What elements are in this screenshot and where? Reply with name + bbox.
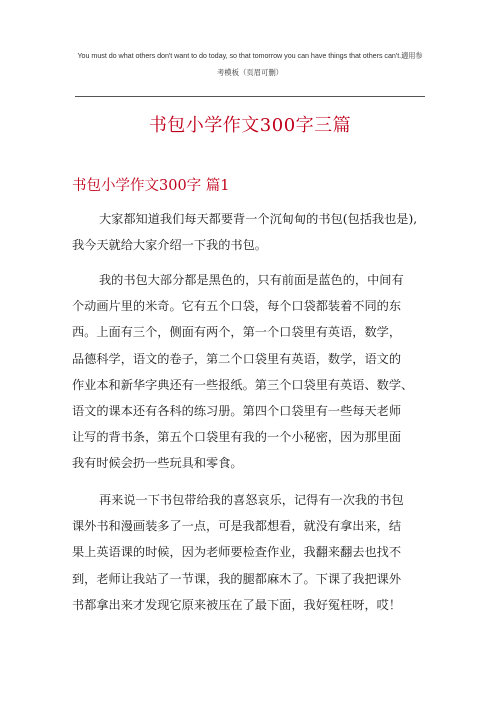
paragraph-story [72, 487, 434, 618]
paragraph-intro [72, 206, 434, 258]
paragraph-line: 大家都知道我们每天都要背一个沉甸甸的书包(包括我也是), [99, 212, 418, 226]
paragraph-line: 让写的背书条，第五个口袋里有我的一个小秘密，因为那里面 [72, 430, 402, 445]
header-note: 考模板（页眉可删） [216, 68, 284, 77]
paragraph-description [72, 267, 434, 477]
paragraph-line: 我有时候会扔一些玩具和零食。 [72, 456, 243, 471]
header-motto: You must do what others don't want to do today, so that tomorrow you can have things that others can't.適用参 [77, 51, 423, 60]
paragraph-line: 西。上面有三个，侧面有两个，第一个口袋里有英语，数学， [72, 325, 402, 340]
paragraph-line: 到，老师让我站了一节课，我的腿都麻木了。下课了我把课外 [72, 571, 402, 586]
paragraph-line: 我的书包大部分都是黑色的，只有前面是蓝色的，中间有 [99, 273, 404, 287]
paragraph-line: 我今天就给大家介绍一下我的书包。 [72, 238, 267, 253]
paragraph-line: 个动画片里的米奇。它有五个口袋，每个口袋都装着不同的东 [72, 299, 402, 314]
paragraph-line: 书都拿出来才发现它原来被压在了最下面，我好冤枉呀，哎！ [72, 597, 402, 612]
section-heading: 书包小学作文300字 篇1 [72, 178, 230, 194]
header-divider [75, 96, 425, 97]
paragraph-line: 语文的课本还有各科的练习册。第四个口袋里有一些每天老师 [72, 404, 402, 419]
paragraph-line: 作业本和新华字典还有一些报纸。第三个口袋里有英语、数学、 [72, 377, 414, 392]
document-title: 书包小学作文300字三篇 [148, 115, 352, 136]
page-header [60, 50, 440, 78]
paragraph-line: 果上英语课的时候，因为老师要检查作业，我翻来翻去也找不 [72, 545, 402, 560]
paragraph-line: 品德科学，语文的卷子，第二个口袋里有英语，数学，语文的 [72, 351, 402, 366]
paragraph-line: 课外书和漫画装多了一点，可是我都想看，就没有拿出来，结 [72, 519, 402, 534]
paragraph-line: 再来说一下书包带给我的喜怒哀乐，记得有一次我的书包 [99, 493, 404, 507]
